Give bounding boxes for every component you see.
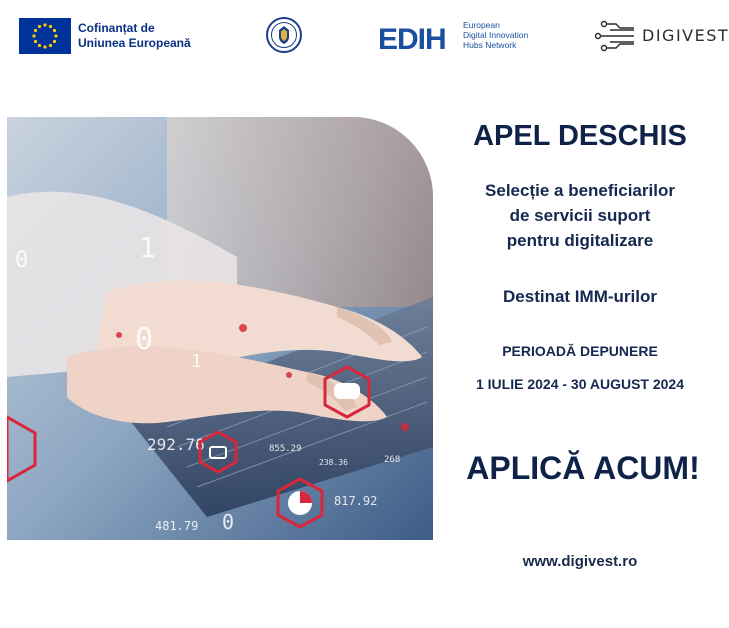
edih-line-3: Hubs Network (463, 40, 517, 50)
edih-network-label (463, 20, 528, 50)
target-audience: Destinat IMM-urilor (503, 287, 657, 306)
eu-line-1: Cofinanțat de (78, 21, 155, 35)
hero-number: 292.76 (147, 435, 205, 454)
page-title: APEL DESCHIS (473, 120, 687, 152)
hero-image (7, 117, 433, 540)
digivest-logo: DIGIVEST (642, 26, 729, 45)
hero-number: 1 (139, 231, 156, 264)
hero-number: 238.36 (319, 458, 348, 467)
typing-on-laptop-illustration (7, 117, 433, 540)
hero-number: 855.29 (269, 444, 302, 454)
hero-number: 0 (135, 322, 154, 357)
subtitle-line: Selecție a beneficiarilor (485, 181, 675, 200)
subtitle (440, 178, 720, 253)
hero-number: 1 (191, 351, 202, 372)
eu-line-2: Uniunea Europeană (78, 36, 191, 50)
edih-logo-text: EDIH (378, 23, 446, 56)
subtitle-line: de servicii suport (509, 206, 651, 225)
website-link[interactable]: www.digivest.ro (522, 553, 638, 570)
header-logos (0, 0, 729, 75)
edih-line-1: European (463, 20, 500, 30)
government-seal-icon (266, 17, 302, 53)
submission-period-label: PERIOADĂ DEPUNERE (502, 343, 658, 359)
eu-cofinancing-label (78, 21, 191, 51)
hero-number: 0 (222, 510, 235, 534)
edih-logo (378, 20, 458, 56)
hero-number: 481.79 (155, 519, 199, 533)
apply-now-cta: APLICĂ ACUM! (466, 450, 700, 486)
subtitle-line: pentru digitalizare (506, 231, 654, 250)
submission-period-dates: 1 IULIE 2024 - 30 AUGUST 2024 (475, 376, 685, 392)
hero-number: 0 (15, 248, 29, 273)
hero-number: 268 (384, 455, 401, 465)
edih-line-2: Digital Innovation (463, 30, 529, 40)
eu-flag-icon (19, 18, 71, 54)
hero-number: 817.92 (334, 494, 378, 508)
digivest-circuit-icon (594, 18, 638, 54)
